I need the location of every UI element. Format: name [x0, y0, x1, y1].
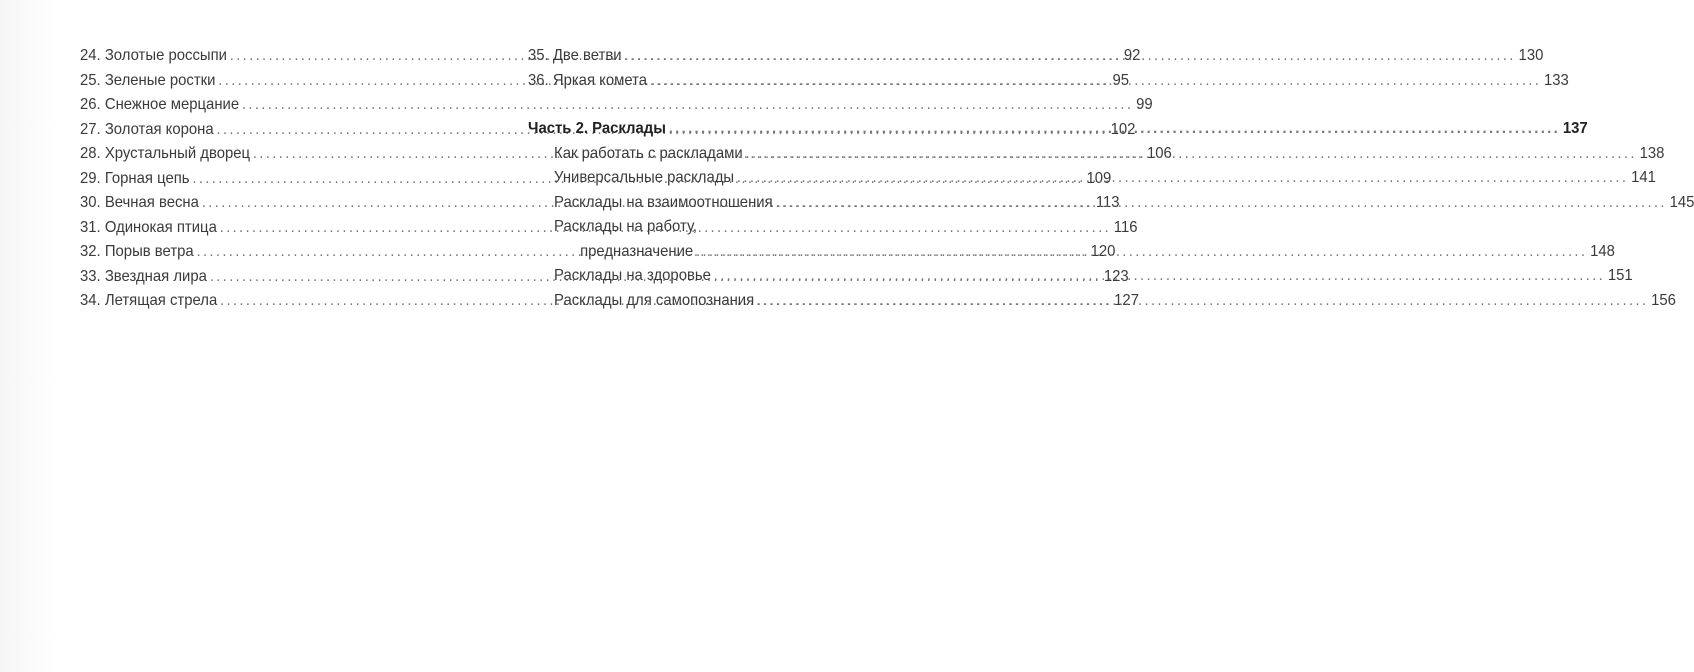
- toc-section-page: 156: [1651, 291, 1676, 309]
- toc-entry-page: 95: [1112, 71, 1129, 89]
- toc-entry-page: 113: [1095, 194, 1120, 211]
- toc-entry-page: 127: [1114, 292, 1139, 309]
- toc-section-title: Расклады на взаимоотношения: [554, 193, 773, 211]
- toc-section-title-continued: предназначение: [580, 242, 694, 260]
- toc-entry-title: 24. Золотые россыпи: [80, 47, 227, 64]
- dot-leader: [696, 240, 1587, 265]
- dot-leader: [745, 142, 1636, 167]
- dot-leader: [650, 69, 1541, 94]
- toc-entry-title: 30. Вечная весна: [80, 194, 199, 211]
- toc-entry-title: 32. Порыв ветра: [80, 243, 194, 260]
- toc-entry-page: 109: [1086, 169, 1112, 187]
- toc-section-title: Как работать с раскладами: [554, 144, 743, 162]
- toc-entry-title: 34. Летящая стрела: [80, 292, 218, 309]
- toc-section-page: 141: [1631, 169, 1656, 186]
- dot-leader: [624, 44, 1515, 69]
- toc-part-page: 137: [1562, 120, 1588, 137]
- toc-entry-page: 102: [1110, 120, 1136, 138]
- toc-entry-page: 120: [1090, 243, 1116, 260]
- toc-section-title: Расклады на здоровье: [554, 267, 711, 284]
- dot-leader: [775, 191, 1666, 216]
- toc-entry-title: 35. Две ветви: [528, 47, 622, 64]
- toc-entry-page: 133: [1543, 71, 1569, 89]
- toc-section-page: 151: [1607, 267, 1633, 284]
- toc-entry-title: 26. Снежное мерцание: [80, 96, 240, 113]
- dot-leader: [737, 166, 1628, 191]
- toc-entry-title: 33. Звездная лира: [80, 267, 207, 285]
- toc-entry-page: 116: [1113, 218, 1138, 236]
- toc-section-wrapped-title: Расклады на работу,: [554, 218, 698, 235]
- toc-entry-page: 123: [1103, 267, 1129, 285]
- toc-section-page: 148: [1590, 242, 1615, 260]
- toc-entry-page: 99: [1136, 96, 1153, 113]
- dot-leader: [757, 289, 1648, 314]
- dot-leader: [669, 117, 1560, 142]
- toc-section-page: 138: [1639, 144, 1665, 162]
- toc-entry-title: 25. Зеленые ростки: [80, 71, 216, 89]
- toc-entry: [80, 93, 1153, 118]
- toc-entry-title: 36. Яркая комета: [528, 71, 648, 89]
- dot-leader: [714, 264, 1605, 289]
- toc-section-page: 145: [1669, 193, 1694, 211]
- toc-section-title: Универсальные расклады: [554, 169, 735, 186]
- toc-entry-page: 92: [1123, 47, 1141, 64]
- toc-entry-title: 29. Горная цепь: [80, 169, 190, 187]
- toc-entry-page: 130: [1518, 47, 1544, 64]
- toc-part-title: Часть 2. Расклады: [528, 120, 666, 137]
- toc-section-title: Расклады для самопознания: [554, 291, 755, 309]
- toc-entry-title: 28. Хрустальный дворец: [80, 145, 251, 162]
- toc-entry-title: 31. Одинокая птица: [80, 218, 217, 236]
- toc-entry-title: 27. Золотая корона: [80, 120, 214, 138]
- toc-entry-page: 106: [1147, 145, 1172, 162]
